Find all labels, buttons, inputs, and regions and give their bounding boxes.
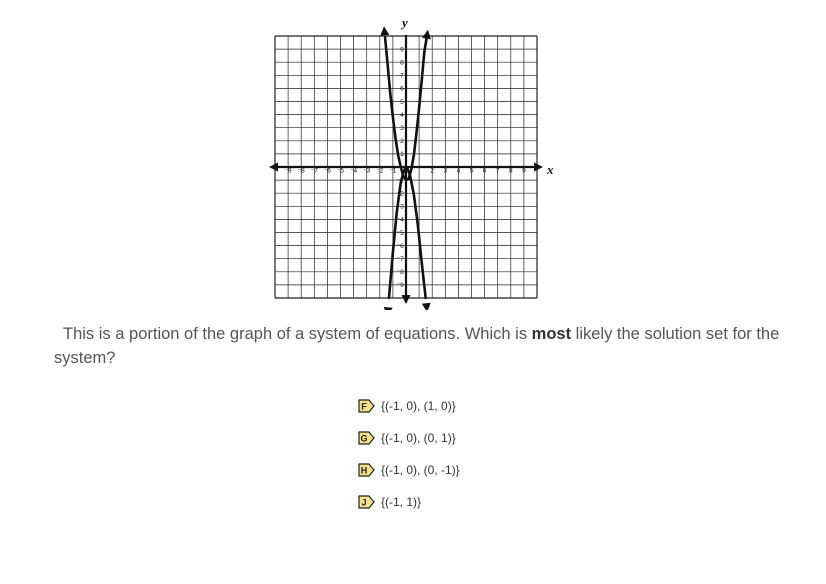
choice-j-text: {(-1, 1)} xyxy=(381,495,422,509)
choice-f-text: {(-1, 0), (1, 0)} xyxy=(381,399,456,413)
x-tick-label: ⁻8 xyxy=(297,167,305,175)
y-tick-label: 2 xyxy=(400,138,404,146)
y-tick-label: 1 xyxy=(400,151,404,159)
choice-j-letter: J xyxy=(361,497,367,508)
y-tick-label: ⁻6 xyxy=(396,242,404,250)
x-tick-label: 6 xyxy=(482,167,487,175)
y-tick-label: 4 xyxy=(400,111,404,119)
choice-h-text: {(-1, 0), (0, -1)} xyxy=(381,463,460,477)
y-tick-label: ⁻1 xyxy=(396,177,404,185)
y-tick-label: ⁻3 xyxy=(396,203,404,211)
y-tick-label: ⁻5 xyxy=(396,229,404,237)
y-tick-label: ⁻7 xyxy=(396,256,404,263)
y-axis-label: y xyxy=(402,15,408,30)
y-tick-label: 6 xyxy=(400,85,404,93)
choice-h-badge-icon xyxy=(358,463,375,477)
x-tick-label: ⁻9 xyxy=(284,167,292,175)
choice-j[interactable] xyxy=(358,492,460,512)
choice-g[interactable] xyxy=(358,428,460,448)
choice-h-letter: H xyxy=(360,465,368,476)
choice-j-badge-icon xyxy=(358,495,375,509)
question-text-end: likely the solution set for the system? xyxy=(54,325,780,367)
x-tick-label: 9 xyxy=(522,167,526,175)
choice-g-text: {(-1, 0), (0, 1)} xyxy=(381,431,456,445)
curve-arrow-icon xyxy=(422,30,431,40)
y-tick-label: ⁻4 xyxy=(396,216,404,224)
curve-arrow-icon xyxy=(422,303,431,310)
x-axis-right-arrow-icon xyxy=(534,163,543,172)
choice-h[interactable] xyxy=(358,460,460,480)
x-tick-label: 8 xyxy=(508,167,513,175)
curve-arrow-icon xyxy=(380,26,389,35)
coordinate-graph xyxy=(260,10,560,310)
x-tick-label: ⁻2 xyxy=(376,167,384,175)
graph-svg xyxy=(260,10,560,310)
y-axis-down-arrow-icon xyxy=(402,295,411,304)
x-tick-label: 5 xyxy=(469,167,474,175)
x-tick-label: 4 xyxy=(456,167,461,175)
question-emphasis: most xyxy=(531,325,572,343)
answer-choices xyxy=(358,396,460,524)
x-tick-label: ⁻6 xyxy=(323,167,331,175)
y-tick-label: 9 xyxy=(400,46,404,54)
x-tick-label: ⁻5 xyxy=(336,167,345,175)
y-tick-label: 8 xyxy=(400,59,404,67)
x-axis-left-arrow-icon xyxy=(269,163,278,172)
x-tick-label: ⁻4 xyxy=(350,167,358,175)
choice-f-badge-icon xyxy=(358,399,375,413)
y-tick-label: 3 xyxy=(400,125,404,132)
choice-g-letter: G xyxy=(360,433,368,444)
y-tick-label: ⁻9 xyxy=(396,282,404,290)
x-tick-label: 2 xyxy=(430,167,435,175)
x-tick-label: ⁻1 xyxy=(389,167,397,175)
x-tick-label: ⁻7 xyxy=(310,167,318,175)
choice-f-letter: F xyxy=(361,401,367,412)
question-text xyxy=(54,322,784,370)
y-tick-label: ⁻8 xyxy=(396,269,404,277)
curve-arrow-icon xyxy=(384,307,393,310)
x-axis-label: x xyxy=(547,162,554,177)
x-tick-label: 7 xyxy=(495,167,500,175)
choice-g-badge-icon xyxy=(358,431,375,445)
y-tick-label: 7 xyxy=(400,72,404,80)
x-tick-label: ⁻3 xyxy=(363,167,371,175)
y-tick-label: ⁻2 xyxy=(396,190,404,198)
question-text-start: This is a portion of the graph of a system of equations. Which is xyxy=(63,325,532,343)
y-tick-label: 5 xyxy=(400,98,404,106)
choice-f[interactable] xyxy=(358,396,460,416)
x-tick-label: 3 xyxy=(443,167,448,175)
